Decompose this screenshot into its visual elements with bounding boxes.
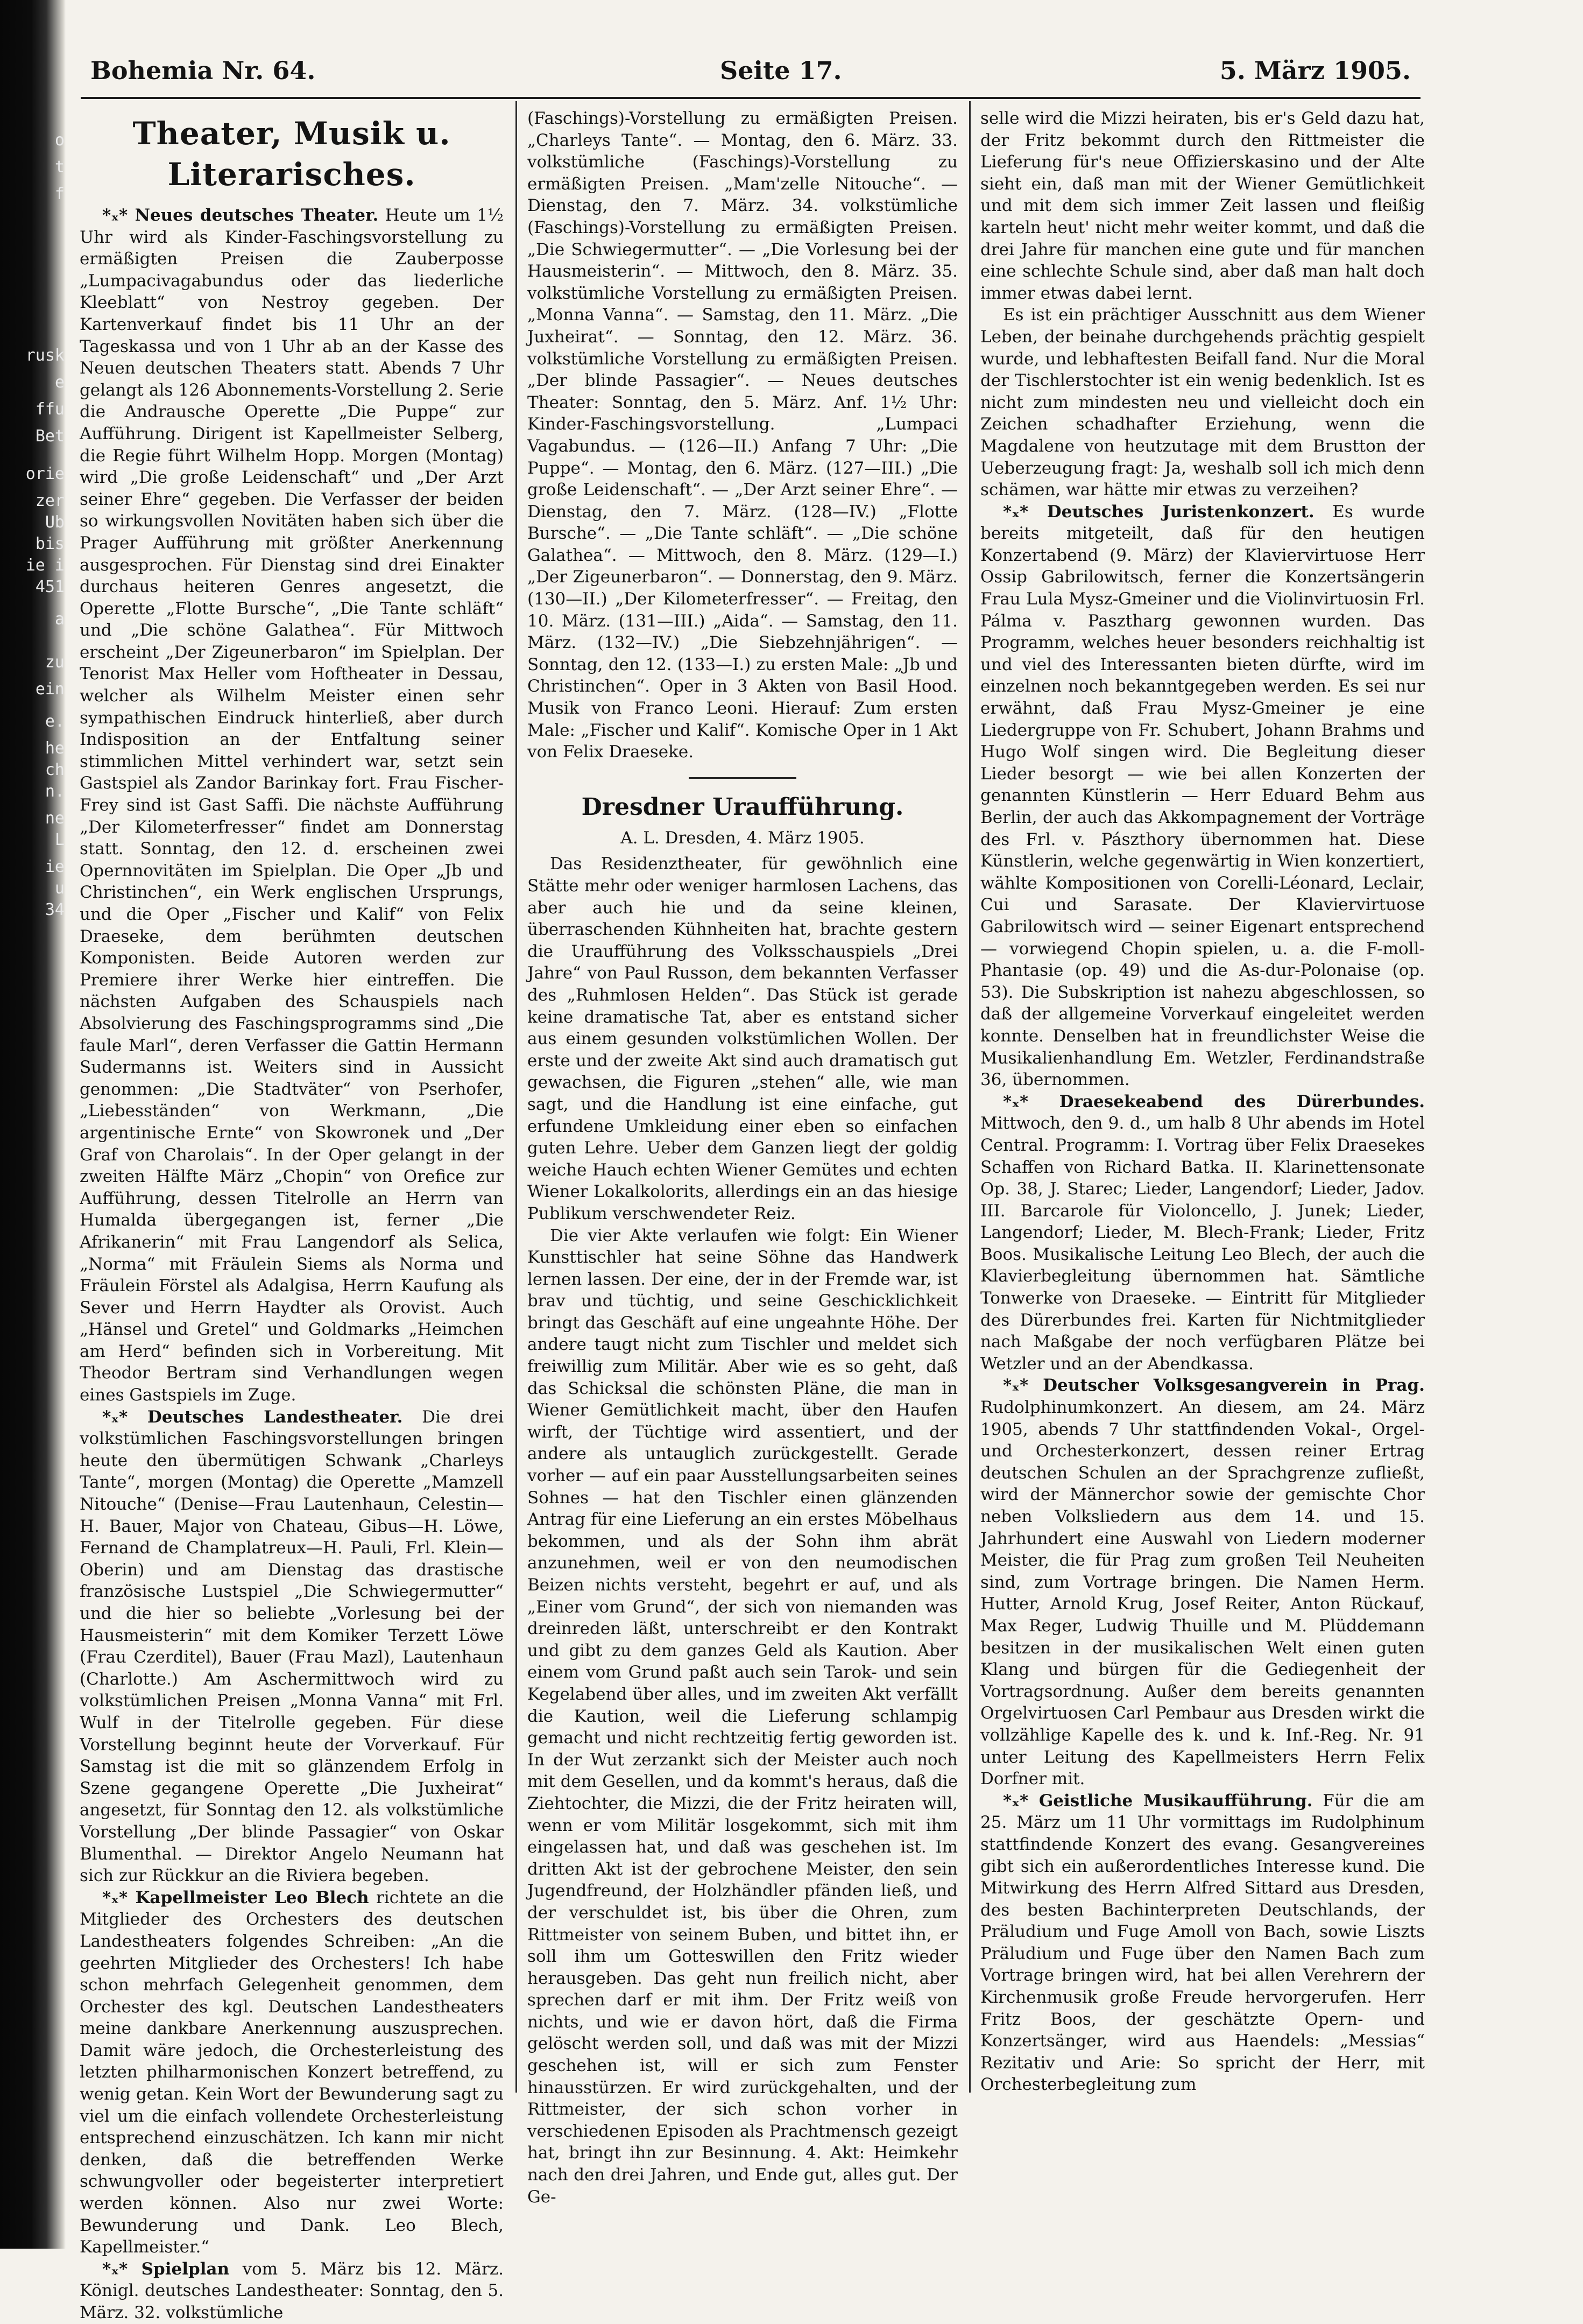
notice-text: Für die am 25. März um 11 Uhr vormittags im Rudolphinum stattfindende Konzert des evang. Gesangvereines gibt sich ein außerordentliches Interesse kund. Die Mitwirkung des Herrn Alfred Sittard aus Dresden, des besten Bachinterpreten Deutschlands, der Präludium und Fuge Amoll von Bach, sowie Liszts Präludium und Fuge über den Namen Bach zum Vortrage bringen wird, hat bei allen Verehrern der Kirchenmusik große Freude hervorgerufen. Herr Fritz Boos, der geschätzte Opern- und Konzertsänger, wird aus Haendels: „Messias“ Rezitativ und Arie: So spricht der Herr, mit Orchesterbegleitung zum [980,1791,1425,2095]
notice-heading: Kapellmeister Leo Blech [135,1888,369,1907]
article-body [527,853,958,2208]
notice-paragraph [980,1375,1425,1790]
notice-marker: *ₓ* [102,2259,142,2279]
margin-fragment: rusk [25,346,65,365]
margin-fragment: a [54,610,65,629]
notice-text: Es wurde bereits mitgeteilt, daß für den heutigen Konzertabend (9. März) der Klaviervirtuose Herr Ossip Gabrilowitsch, ferner die Konzertsängerin Frau Lula Mysz-Gmeiner und die Violinvirtuosin Frl. Pálma v. Pasztharg gewonnen wurden. Das Programm, welches heuer besonders reichhaltig ist und viel des Interessanten bieten dürfte, wird im einzelnen noch bekanntgegeben werden. Es sei nur erwähnt, daß Frau Mysz-Gmeiner je eine Liedergruppe von Fr. Schubert, Johann Brahms und Hugo Wolf singen wird. Die Begleitung dieser Lieder besorgt — wie bei allen Konzerten der genannten Künstlerin — Herr Eduard Behm aus Berlin, der auch das Akkompagnement der Vorträge des Frl. v. Pászthory übernommen hat. Diese Künstlerin, welche gegenwärtig in Wien konzertiert, wählte Kompositionen von Corelli-Léonard, Leclair, Cui und Sarasate. Der Klaviervirtuose Gabrilowitsch wird — seiner Eigenart entsprechend — vorwiegend Chopin spielen, u. a. die F-moll-Phantasie (op. 49) und die As-dur-Polonaise (op. 53). Die Subskription ist nahezu abgeschlossen, so daß der allgemeine Vorverkauf eingeleitet werden konnte. Denselben hat in freundlichster Weise die Musikalienhandlung Em. Wetzler, Ferdinandstraße 36, übernommen. [980,502,1425,1090]
masthead-center: Seite 17. [720,56,842,85]
notice-paragraph [80,1406,504,1887]
margin-fragment: ie i [25,556,65,575]
margin-fragment: o [54,131,65,150]
margin-fragment: ne [45,809,65,828]
column-2 [527,108,958,2207]
notice-heading: Spielplan [141,2259,230,2279]
notice-heading: Deutscher Volksgesangverein in Prag. [1043,1376,1425,1396]
notice-text: richtete an die Mitglieder des Orchesters des deutschen Landestheaters folgendes Schreiben: „An die geehrten Mitglieder des Orchesters! Ich habe schon mehrfach Gelegenheit genommen, dem Orchester des kgl. Deutschen Landestheaters meine dankbare Anerkennung auszusprechen. Damit wäre jedoch, die Orchesterleistung des letzten philharmonischen Konzert betreffend, zu wenig getan. Kein Wort der Bewunderung sagt zu viel um die einfach vollendete Orchesterleistung entsprechend einzuschätzen. Ich kann mir nicht denken, daß die betreffenden Werke schwungvoller oder begeisterter interpretiert werden können. Also nur zwei Worte: Bewunderung und Dank. Leo Blech, Kapellmeister.“ [80,1888,504,2257]
notice-paragraph [80,2258,504,2324]
notice-heading: Deutsches Landestheater. [147,1407,403,1427]
article-divider [689,777,796,779]
column-rule [515,101,517,2093]
column-3 [980,108,1425,2095]
masthead-rule [81,97,1421,99]
notice-text: (Faschings)-Vorstellung zu ermäßigten Preisen. „Charleys Tante“. — Montag, den 6. März. 33. volkstümliche (Faschings)-Vorstellung zu ermäßigten Preisen. „Mam'zelle Nitouche“. — Dienstag, den 7. März. 34. volkstümliche (Faschings)-Vorstellung zu ermäßigten Preisen. „Die Schwiegermutter“. — „Die Vorlesung bei der Hausmeisterin“. — Mittwoch, den 8. März. 35. volkstümliche Vorstellung zu ermäßigten Preisen. „Monna Vanna“. — Samstag, den 11. März. „Die Juxheirat“. — Sonntag, den 12. März. 36. volkstümliche Vorstellung zu ermäßigten Preisen. „Der blinde Passagier“. — Neues deutsches Theater: Sonntag, den 5. März. Anf. 1½ Uhr: Kinder-Faschingsvorstellung. „Lumpaci Vagabundus. — (126—II.) Anfang 7 Uhr: „Die Puppe“. — Montag, den 6. März. (127—III.) „Die große Leidenschaft“. — „Der Arzt seiner Ehre“. — Dienstag, den 7. März. (128—IV.) „Flotte Bursche“. — „Die Tante schläft“. — „Die schöne Galathea“. — Mittwoch, den 8. März. (129—I.) „Der Zigeunerbaron“. — Donnerstag, den 9. März. (130—II.) „Der Kilometerfresser“. — Freitag, den 10. März. (131—III.) „Aida“. — Samstag, den 11. März. (132—IV.) „Die Siebzehnjährigen“. — Sonntag, den 12. (133—I.) zu ersten Male: „Jb und Christinchen“. Oper in 3 Akten von Basil Hood. Musik von Franco Leoni. Hierauf: Zum ersten Male: „Fischer und Kalif“. Komische Oper in 1 Akt von Felix Draeseke. [527,109,958,762]
masthead-right: 5. März 1905. [1219,56,1411,85]
margin-fragment: L [54,830,65,849]
margin-fragment: e [54,373,65,392]
article-paragraph: Das Residenztheater, für gewöhnlich eine Stätte mehr oder weniger harmlosen Lachens, das aber auch hie und da seine kleinen, überraschenden Kühnheiten hat, brachte gestern die Uraufführung des Volksschauspiels „Drei Jahre“ von Paul Russon, dem bekannten Verfasser des „Ruhmlosen Helden“. Das Stück ist gerade keine dramatische Tat, aber es entstand sicher aus einem gesunden volkstümlichen Wollen. Der erste und der zweite Akt sind auch dramatisch gut gewachsen, die Figuren „stehen“ alle, wie man sagt, und die Handlung ist eine einfache, gut erfundene Umkleidung einer eben so einfachen guten Lehre. Ueber dem Ganzen liegt der goldig weiche Hauch echten Wiener Gemütes und echten Wiener Lokalkolorits, allerdings ein an das hiesige Publikum verschwendeter Reiz. [527,854,958,1223]
notice-marker: *ₓ* [1003,1376,1043,1396]
margin-fragment: e. [45,712,65,731]
notice-paragraph [80,205,504,1406]
notice-text: vom 5. März bis 12. März. Königl. deutsches Landestheater: Sonntag, den 5. März. 32. volkstümliche [80,2259,504,2322]
margin-fragment: orie [25,464,65,483]
column-1-body [80,205,504,2324]
column-1 [80,108,504,2322]
notice-heading: Deutsches Juristenkonzert. [1047,502,1315,522]
margin-fragment: ein [35,680,65,699]
margin-fragment: t [54,158,65,177]
margin-fragment: zu [45,653,65,672]
notice-marker: *ₓ* [102,1888,136,1907]
margin-fragment: Ub [45,513,65,532]
notice-text: Rudolphinumkonzert. An diesem, am 24. März 1905, abends 7 Uhr stattfindenden Vokal-, Orgel- und Orchesterkonzert, dessen reiner Ertrag deutschen Schulen an der Sprachgrenze zufließt, wird der Männerchor sowie der gemischte Chor neben Volksliedern aus dem 14. und 15. Jahrhundert eine Auswahl von Liedern moderner Meister, die für Prag zum großen Teil Neuheiten sind, zum Vortrage bringen. Die Namen Herm. Hutter, Arnold Krug, Josef Reiter, Anton Rückauf, Max Reger, Ludwig Thuille und M. Plüddemann besitzen in der musikalischen Welt einen guten Klang und bürgen für die Gediegenheit der Vortragsordnung. Außer dem bereits genannten Orgelvirtuosen Carl Pembaur aus Dresden wirkt die vollzählige Kapelle des k. und k. Inf.-Reg. Nr. 91 unter Leitung des Kapellmeisters Herrn Felix Dorfner mit. [980,1398,1425,1789]
notice-marker: *ₓ* [1003,1091,1059,1111]
column-rule [969,101,971,2093]
margin-fragment: ffu [35,400,65,419]
notice-paragraph [980,304,1425,501]
margin-fragment: n. [45,782,65,801]
margin-fragment: ch [45,760,65,779]
notice-marker: *ₓ* [1003,502,1047,522]
notice-paragraph [980,1091,1425,1375]
notice-paragraph [980,1790,1425,2096]
notice-text: selle wird die Mizzi heiraten, bis er's Geld dazu hat, der Fritz bekommt durch den Rittmeister die Lieferung für's neue Offizierskasino und der Alte sieht ein, daß man mit der Wiener Gemütlichkeit und mit dem sich immer Zeit lassen und fleißig karteln heut' nicht mehr weiter kommt, und daß die drei Jahre für manchen eine gute und für manchen eine schlechte Schule sind, aber daß man halt doch immer etwas dabei lernt. [980,109,1425,303]
binding-edge [0,0,66,2249]
margin-fragment: u [54,879,65,898]
masthead-left: Bohemia Nr. 64. [90,56,316,85]
notice-heading: Geistliche Musikaufführung. [1038,1791,1313,1811]
notice-paragraph [980,501,1425,1091]
notice-paragraph [980,108,1425,304]
margin-fragment: 34 [45,900,65,919]
notice-text: Mittwoch, den 9. d., um halb 8 Uhr abends im Hotel Central. Programm: I. Vortrag über Felix Draesekes Schaffen von Richard Batka. II. Klarinettensonate Op. 38, J. Starec; Lieder, Langendorf; Lieder, Jadov. III. Barcarole für Violoncello, J. Junek; Lieder, Langendorf; Lieder, M. Blech-Frank; Lieder, Fritz Boos. Musikalische Leitung Leo Blech, der auch die Klavierbegleitung übernommen hat. Sämtliche Tonwerke von Draeseke. — Eintritt für Mitglieder des Dürerbundes frei. Karten für Nichtmitglieder nach Maßgabe der noch verfügbaren Plätze bei Wetzler und an der Abendkassa. [980,1114,1425,1374]
notice-paragraph [80,1887,504,2258]
margin-fragment: f [54,185,65,203]
margin-fragment: ie [45,857,65,876]
margin-fragment: zer [35,491,65,510]
notice-text: Heute um 1½ Uhr wird als Kinder-Faschingsvorstellung zu ermäßigten Preisen die Zauberposse „Lumpacivagabundus oder das liederliche Kleeblatt“ von Nestroy gegeben. Der Kartenverkauf findet bis 11 Uhr an der Tageskassa und von 1 Uhr ab an der Kasse des Neuen deutschen Theaters statt. Abends 7 Uhr gelangt als 126 Abonnements-Vorstellung 2. Serie die Andrausche Operette „Die Puppe“ zur Aufführung. Dirigent ist Kapellmeister Selberg, die Regie führt Wilhelm Hopp. Morgen (Montag) wird „Die große Leidenschaft“ und „Der Arzt seiner Ehre“ gegeben. Die Verfasser der beiden so wirkungsvollen Novitäten haben sich über die Prager Aufführung mit größter Anerkennung ausgesprochen. Für Dienstag sind drei Einakter durchaus heiteren Genres angesetzt, die Operette „Flotte Bursche“, „Die Tante schläft“ und „Die schöne Galathea“. Für Mittwoch erscheint „Der Zigeunerbaron“ im Spielplan. Der Tenorist Max Heller vom Hoftheater in Dessau, welcher als Wilhelm Meister einen sehr sympathischen Eindruck hinterließ, aber durch Indisposition an der Entfaltung seiner stimmlichen Mittel verhindert war, setzt sein Gastspiel als Zandor Barinkay fort. Frau Fischer-Frey sind ist Gast Saffi. Die nächste Aufführung „Der Kilometerfresser“ findet am Donnerstag statt. Sonntag, den 12. d. erscheinen zwei Opernnovitäten im Spielplan. Die Oper „Jb und Christinchen“, ein Werk englischen Ursprungs, und die Oper „Fischer und Kalif“ von Felix Draeseke, dem berühmten deutschen Komponisten. Beide Autoren werden zur Premiere ihrer Werke hier eintreffen. Die nächsten Aufgaben des Schauspiels nach Absolvierung des Faschingsprogramms sind „Die faule Marl“, deren Verfasser die Gattin Hermann Sudermanns ist. Weiters sind in Aussicht genommen: „Die Stadtväter“ von Pserhofer, „Liebesständen“ von Werkmann, „Die argentinische Ernte“ von Skowronek und „Der Graf von Charolais“. In der Oper gelangt in der zweiten Hälfte März „Chopin“ von Orefice zur Aufführung, dessen Titelrolle an Herrn van Humalda übergegangen ist, ferner „Die Afrikanerin“ mit Frau Langendorf als Selica, „Norma“ mit Fräulein Siems als Norma und Fräulein Förstel als Adalgisa, Herrn Kaufung als Sever und Herrn Haydter als Orovist. Auch „Hänsel und Gretel“ und Goldmarks „Heimchen am Herd“ befinden sich in Vorbereitung. Mit Theodor Bertram sind Verhandlungen wegen eines Gastspiels im Zuge. [80,206,504,1405]
section-title: Theater, Musik u. Literarisches. [132,115,451,193]
article-title: Dresdner Uraufführung. [581,793,904,821]
masthead [90,56,1411,94]
notice-paragraph [527,108,958,763]
notice-heading: Draesekeabend des Dürerbundes. [1059,1091,1425,1111]
column-2-body [527,108,958,763]
article-dateline: A. L. Dresden, 4. März 1905. [620,828,865,848]
notice-text: Es ist ein prächtiger Ausschnitt aus dem Wiener Leben, der beinahe durchgehends prächtig gespielt wurde, und lebhaftesten Beifall fand. Nur die Moral der Tischlerstochter ist ein wenig bedenklich. Ist es nicht zum mindesten neu und vielleicht doch ein Zeichen schadhafter Erziehung, wenn die Magdalene von heutzutage mit dem Brustton der Ueberzeugung fragt: Ja, weshalb soll ich mich denn schämen, war hätte mir etwas zu verzeihen? [980,305,1425,500]
notice-marker: *ₓ* [102,206,135,225]
notice-marker: *ₓ* [102,1407,147,1427]
margin-fragment: Bet [35,427,65,446]
notice-heading: Neues deutsches Theater. [135,206,379,225]
article-paragraph: Die vier Akte verlaufen wie folgt: Ein Wiener Kunsttischler hat seine Söhne das Handwerk lernen lassen. Der eine, der in der Fremde war, ist brav und tüchtig, und seine Geschicklichkeit bringt das Geschäft auf eine ungeahnte Höhe. Der andere taugt nicht zum Tischler und meldet sich freiwillig zum Militär. Aber wie es so geht, daß das Schicksal die schönsten Pläne, die man in Wiener Gemütlichkeit macht, über den Haufen wirft, der Tüchtige wird assentiert, und der andere als untauglich zurückgestellt. Gerade vorher — auf ein paar Ausstellungsarbeiten seines Sohnes — hat den Tischler einen glänzenden Antrag für eine Lieferung an ein erstes Möbelhaus bekommen, und als der Sohn ihm abrät anzunehmen, weil er von den neumodischen Beizen nichts versteht, begehrt er auf, und als „Einer vom Grund“, der sich von niemanden was dreinreden läßt, unterschreibt er den Kontrakt und gibt zu dem ganzes Geld als Kaution. Aber einem vom Grund paßt auch sein Tarok- und sein Kegelabend über alles, und im zweiten Akt verfällt die Kaution, weil die Lieferung schlampig gemacht und nicht rechtzeitig fertig geworden ist. In der Wut zerzankt sich der Meister auch noch mit dem Gesellen, und da kommt's heraus, daß die Ziehtochter, die Mizzi, die der Fritz heiraten will, wenn er vom Militär losgekommt, sich mit ihm eingelassen hat, und daß was geschehen ist. Im dritten Akt ist der gebrochene Meister, den sein Jugendfreund, der Holzhändler pfänden ließ, und der verschuldet ist, bis über die Ohren, zum Rittmeister von seinem Buben, und bittet ihn, er soll ihm um Gotteswillen den Fritz wieder herausgeben. Das geht nun freilich nicht, aber sprechen darf er mit ihm. Der Fritz weiß von nichts, und wie er davon hört, daß die Firma gelöscht werden soll, und daß was mit der Mizzi geschehen ist, will er sich zum Fenster hinausstürzen. Er wird zurückgehalten, und der Rittmeister, der sich schon vorher in verschiedenen Episoden als Prachtmensch gezeigt hat, bringt ihn zur Besinnung. 4. Akt: Heimkehr nach den drei Jahren, und Ende gut, alles gut. Der Ge- [527,1226,958,2207]
notice-text: Die drei volkstümlichen Faschingsvorstellungen bringen heute den übermütigen Schwank „Charleys Tante“, morgen (Montag) die Operette „Mamzell Nitouche“ (Denise—Frau Lautenhaun, Celestin—H. Bauer, Major von Chateau, Gibus—H. Löwe, Fernand de Champlatreux—H. Pauli, Frl. Klein—Oberin) und am Dienstag das drastische französische Lustspiel „Die Schwiegermutter“ und die hier so beliebte „Vorlesung bei der Hausmeisterin“ mit dem Komiker Terzett Löwe (Frau Czerditel), Bauer (Frau Mazl), Lautenhaun (Charlotte.) Am Aschermittwoch wird zu volkstümlichen Preisen „Monna Vanna“ mit Frl. Wulf in der Titelrolle gegeben. Für diese Vorstellung beginnt heute der Vorverkauf. Für Samstag ist die mit so glänzendem Erfolg in Szene gegangene Operette „Die Juxheirat“ angesetzt, für Sonntag den 12. als volkstümliche Vorstellung „Der blinde Passagier“ von Oskar Blumenthal. — Direktor Angelo Neumann hat sich zur Rückkur an die Riviera begeben. [80,1407,504,1886]
margin-fragment: he [45,739,65,758]
margin-fragment: 451 [35,578,65,596]
notice-marker: *ₓ* [1003,1791,1039,1811]
column-3-body [980,108,1425,2096]
margin-fragment: bis [35,534,65,553]
